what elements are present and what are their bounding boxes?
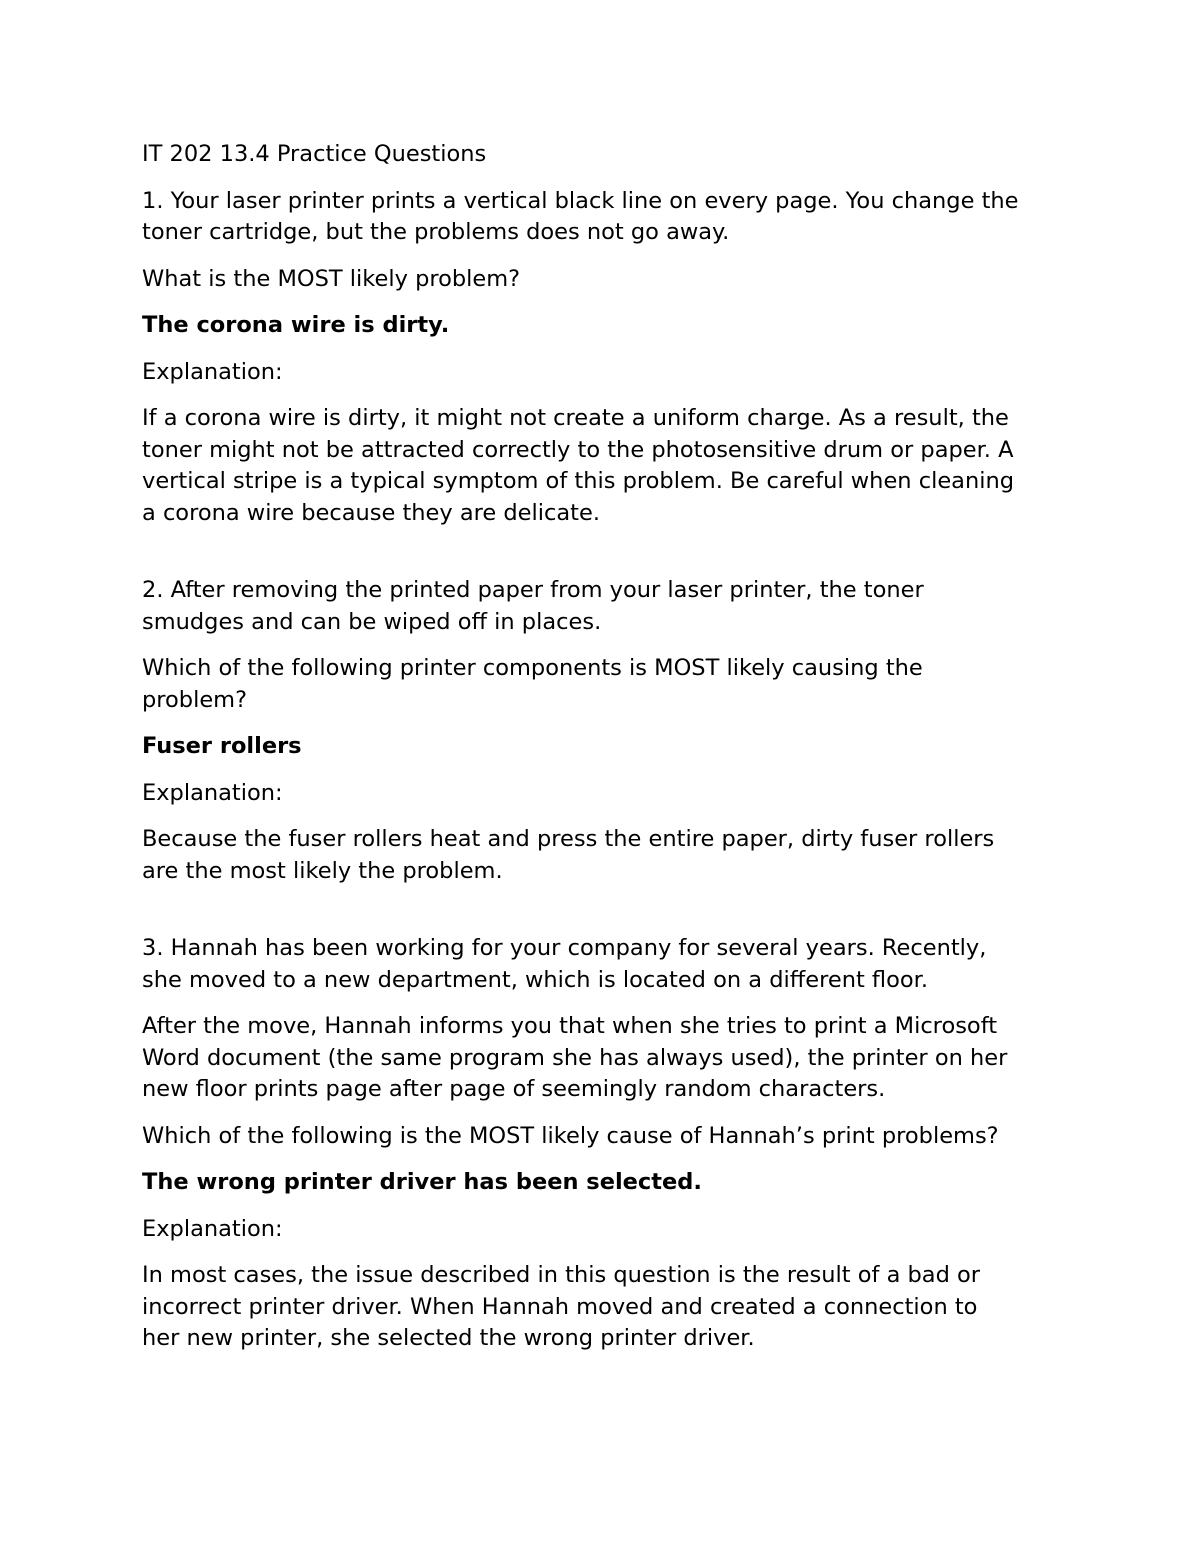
question-3 bbox=[142, 933, 1072, 1355]
prompt-line: toner cartridge, but the problems does not go away. bbox=[142, 219, 730, 245]
prompt-line: 3. Hannah has been working for your company for several years. Recently, bbox=[142, 935, 987, 961]
question-1-prompt bbox=[142, 186, 1072, 249]
question-1-answer: The corona wire is dirty. bbox=[142, 312, 450, 338]
document-page bbox=[142, 139, 1072, 1355]
prompt-line: she moved to a new department, which is located on a different floor. bbox=[142, 966, 928, 993]
context-line: new floor prints page after page of seemingly random characters. bbox=[142, 1076, 886, 1102]
prompt-line: 2. After removing the printed paper from your laser printer, the toner bbox=[142, 577, 924, 603]
question-3-context bbox=[142, 1011, 1072, 1106]
question-1 bbox=[142, 186, 1072, 530]
explanation-line: toner might not be attracted correctly to the photosensitive drum or paper. A bbox=[142, 436, 1014, 463]
prompt-line: smudges and can be wiped off in places. bbox=[142, 608, 602, 635]
context-line: Word document (the same program she has always used), the printer on her bbox=[142, 1044, 1008, 1071]
explanation-line: In most cases, the issue described in this question is the result of a bad or bbox=[142, 1262, 981, 1288]
question-2-prompt bbox=[142, 575, 1072, 638]
explanation-line: are the most likely the problem. bbox=[142, 857, 503, 884]
question-3-question: Which of the following is the MOST likely cause of Hannah’s print problems? bbox=[142, 1122, 999, 1149]
question-line: Which of the following printer components is MOST likely causing the bbox=[142, 655, 923, 681]
question-3-prompt bbox=[142, 933, 1072, 996]
question-2 bbox=[142, 575, 1072, 887]
question-1-explanation bbox=[142, 403, 1072, 529]
question-1-question: What is the MOST likely problem? bbox=[142, 265, 521, 292]
explanation-line: vertical stripe is a typical symptom of this problem. Be careful when cleaning bbox=[142, 468, 1015, 494]
explanation-line: her new printer, she selected the wrong printer driver. bbox=[142, 1325, 755, 1351]
question-3-explanation bbox=[142, 1260, 1072, 1355]
question-2-answer: Fuser rollers bbox=[142, 733, 302, 759]
question-2-explanation bbox=[142, 824, 1072, 887]
prompt-line: 1. Your laser printer prints a vertical black line on every page. You change the bbox=[142, 187, 1019, 214]
explanation-line: a corona wire because they are delicate. bbox=[142, 499, 600, 526]
question-line: problem? bbox=[142, 686, 248, 713]
context-line: After the move, Hannah informs you that when she tries to print a Microsoft bbox=[142, 1013, 998, 1039]
explanation-line: Because the fuser rollers heat and press the entire paper, dirty fuser rollers bbox=[142, 826, 995, 852]
explanation-line: incorrect printer driver. When Hannah moved and created a connection to bbox=[142, 1293, 978, 1320]
document-title: IT 202 13.4 Practice Questions bbox=[142, 141, 487, 167]
question-3-answer: The wrong printer driver has been selected. bbox=[142, 1169, 702, 1195]
question-2-explanation-label: Explanation: bbox=[142, 779, 283, 806]
question-1-explanation-label: Explanation: bbox=[142, 358, 283, 385]
question-3-explanation-label: Explanation: bbox=[142, 1215, 283, 1242]
question-2-question bbox=[142, 653, 1072, 716]
explanation-line: If a corona wire is dirty, it might not create a uniform charge. As a result, the bbox=[142, 405, 1009, 431]
